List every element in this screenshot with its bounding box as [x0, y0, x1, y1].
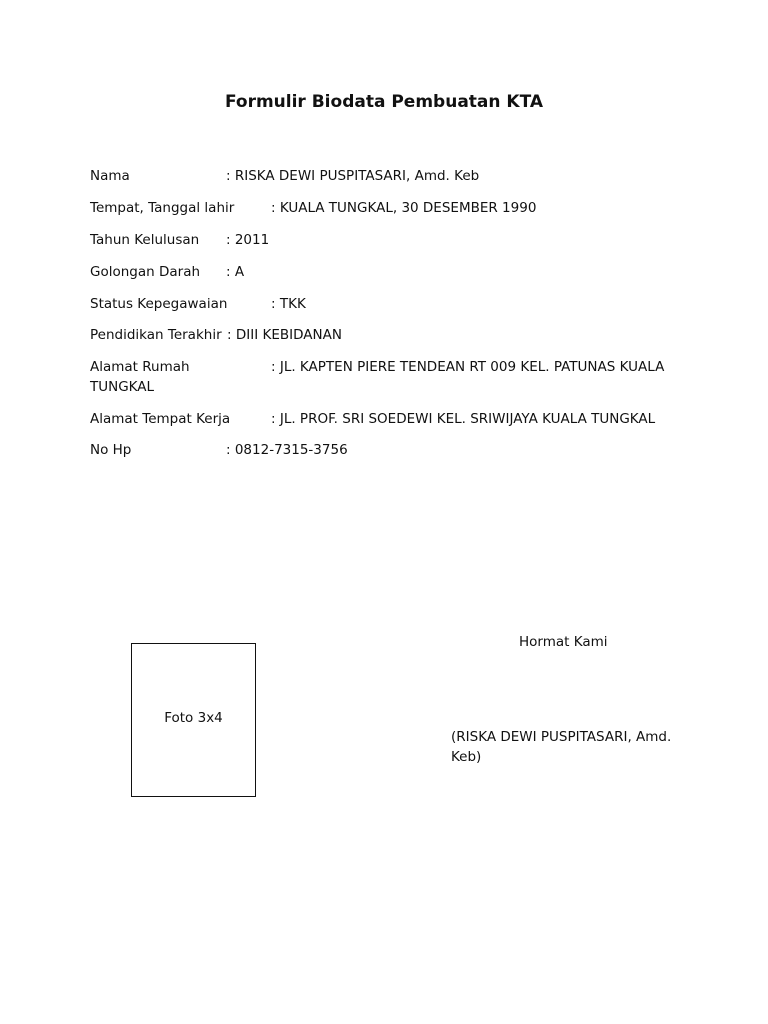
field-alamat-tempat-kerja — [90, 409, 690, 429]
field-label: Alamat Rumah — [90, 359, 190, 375]
field-status-kepegawaian — [90, 294, 690, 314]
field-pendidikan-terakhir — [90, 325, 690, 345]
field-label: Pendidikan Terakhir — [90, 327, 222, 343]
form-title: Formulir Biodata Pembuatan KTA — [224, 92, 544, 112]
field-label: Golongan Darah — [90, 264, 201, 280]
field-value: : 0812-7315-3756 — [226, 442, 348, 458]
photo-placeholder-box — [131, 643, 256, 797]
field-alamat-rumah — [90, 357, 690, 395]
field-no-hp — [90, 440, 690, 460]
field-label: Status Kepegawaian — [90, 296, 228, 312]
field-value-continuation: TUNGKAL — [90, 379, 155, 395]
photo-placeholder-label: Foto 3x4 — [164, 710, 223, 726]
field-label: Tempat, Tanggal lahir — [90, 200, 235, 216]
field-golongan-darah — [90, 262, 690, 282]
field-value: : DIII KEBIDANAN — [227, 327, 342, 343]
field-value: : KUALA TUNGKAL, 30 DESEMBER 1990 — [271, 200, 537, 216]
field-tempat-tanggal-lahir — [90, 198, 690, 218]
closing-text: Hormat Kami — [519, 634, 608, 650]
field-value: : JL. KAPTEN PIERE TENDEAN RT 009 KEL. PATUNAS KUALA — [271, 359, 665, 375]
field-value: : JL. PROF. SRI SOEDEWI KEL. SRIWIJAYA KUALA TUNGKAL — [271, 411, 656, 427]
field-value: : A — [226, 264, 245, 280]
field-tahun-kelulusan — [90, 230, 690, 250]
field-nama — [90, 166, 690, 186]
field-value: : RISKA DEWI PUSPITASARI, Amd. Keb — [226, 168, 480, 184]
field-label: No Hp — [90, 442, 132, 458]
field-label: Nama — [90, 168, 130, 184]
field-label: Alamat Tempat Kerja — [90, 411, 231, 427]
field-value: : 2011 — [226, 232, 270, 248]
field-value: : TKK — [271, 296, 306, 312]
signature-name: (RISKA DEWI PUSPITASARI, Amd. Keb) — [451, 729, 672, 765]
field-label: Tahun Kelulusan — [90, 232, 200, 248]
